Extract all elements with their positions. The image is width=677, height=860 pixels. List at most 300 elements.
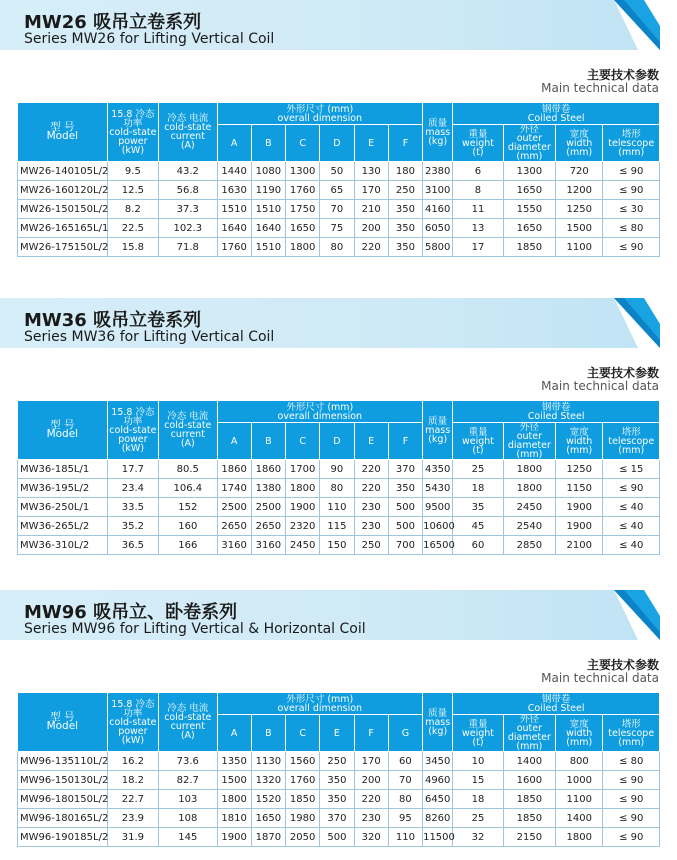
value-cell: 22.7 [107,790,158,809]
value-cell: 8.2 [107,200,158,219]
value-cell: 1850 [503,238,555,257]
model-cell: MW26-160120L/2 [18,181,108,200]
value-cell: 31.9 [107,828,158,847]
corner-stripe-icon [614,0,660,50]
header-dim-col: A [217,423,251,460]
corner-stripe-icon [614,590,660,640]
value-cell: 500 [388,498,422,517]
value-cell: 70 [388,771,422,790]
value-cell: 33.5 [107,498,158,517]
header-current: 冷态 电流 cold-state current (A) [159,693,217,752]
value-cell: 1400 [556,809,603,828]
value-cell: 22.5 [107,219,158,238]
value-cell: ≤ 90 [603,238,660,257]
value-cell: 82.7 [159,771,217,790]
header-current: 冷态 电流 cold-state current (A) [159,401,217,460]
header-dimension: 外形尺寸 (mm) overall dimension [217,401,423,423]
value-cell: 1900 [556,498,603,517]
value-cell: 1750 [286,200,320,219]
value-cell: 1510 [251,238,285,257]
value-cell: 15.8 [107,238,158,257]
spec-label-en: Main technical data [541,379,659,393]
value-cell: 71.8 [159,238,217,257]
value-cell: 220 [354,238,388,257]
value-cell: ≤ 30 [603,200,660,219]
value-cell: 23.4 [107,479,158,498]
value-cell: ≤ 90 [603,790,660,809]
value-cell: ≤ 90 [603,162,660,181]
table-row [18,517,660,536]
value-cell: 4350 [423,460,453,479]
value-cell: 32 [453,828,503,847]
value-cell: 2380 [423,162,453,181]
value-cell: 1650 [503,219,555,238]
value-cell: 75 [320,219,354,238]
value-cell: 1300 [286,162,320,181]
value-cell: 350 [320,771,354,790]
header-model: 型 号 Model [18,103,108,162]
value-cell: 160 [159,517,217,536]
value-cell: 1650 [503,181,555,200]
spec-table [17,102,660,257]
header-dim-col: D [320,423,354,460]
value-cell: 16500 [423,536,453,555]
value-cell: 36.5 [107,536,158,555]
header-weight: 重量 weight (t) [453,423,503,460]
value-cell: 1100 [556,790,603,809]
value-cell: 35 [453,498,503,517]
value-cell: 6450 [423,790,453,809]
value-cell: 80 [320,238,354,257]
value-cell: 23.9 [107,809,158,828]
value-cell: 115 [320,517,354,536]
value-cell: 35.2 [107,517,158,536]
value-cell: 250 [320,752,354,771]
value-cell: 50 [320,162,354,181]
value-cell: ≤ 15 [603,460,660,479]
value-cell: 11500 [423,828,453,847]
value-cell: 60 [453,536,503,555]
header-dim-col: B [251,125,285,162]
value-cell: 1810 [217,809,251,828]
spec-label-cn: 主要技术参数 [586,658,659,672]
value-cell: 1150 [556,479,603,498]
model-cell: MW96-135110L/2 [18,752,108,771]
value-cell: 102.3 [159,219,217,238]
header-dim-col: C [286,125,320,162]
value-cell: 103 [159,790,217,809]
header-dim-col: F [354,715,388,752]
value-cell: 2050 [286,828,320,847]
table-row [18,479,660,498]
value-cell: 6050 [423,219,453,238]
value-cell: 500 [320,828,354,847]
model-cell: MW36-195L/2 [18,479,108,498]
model-cell: MW96-180165L/2 [18,809,108,828]
header-outer-diameter: 外径 outer diameter (mm) [503,125,555,162]
header-model: 型 号 Model [18,401,108,460]
value-cell: 2540 [503,517,555,536]
series-title-cn: MW96 吸吊立、卧卷系列 [24,602,238,623]
value-cell: 4160 [423,200,453,219]
spec-table-body [18,460,660,555]
value-cell: 1400 [503,752,555,771]
value-cell: 1550 [503,200,555,219]
value-cell: 1740 [217,479,251,498]
value-cell: 1700 [286,460,320,479]
value-cell: ≤ 40 [603,498,660,517]
value-cell: 1320 [251,771,285,790]
value-cell: 1800 [217,790,251,809]
model-cell: MW26-165165L/1 [18,219,108,238]
value-cell: 17.7 [107,460,158,479]
value-cell: 17 [453,238,503,257]
value-cell: 1250 [556,460,603,479]
header-dim-col: F [388,423,422,460]
header-power: 15.8 冷态 功率 cold-state power (kW) [107,103,158,162]
value-cell: 1760 [217,238,251,257]
value-cell: ≤ 90 [603,479,660,498]
value-cell: 110 [320,498,354,517]
value-cell: 2650 [251,517,285,536]
value-cell: 9.5 [107,162,158,181]
value-cell: 220 [354,460,388,479]
spec-label-en: Main technical data [541,671,659,685]
series-banner [0,0,660,50]
value-cell: ≤ 40 [603,517,660,536]
value-cell: 370 [320,809,354,828]
header-outer-diameter: 外径 outer diameter (mm) [503,423,555,460]
value-cell: 1850 [286,790,320,809]
value-cell: 1630 [217,181,251,200]
value-cell: ≤ 80 [603,219,660,238]
value-cell: 18 [453,790,503,809]
value-cell: 1900 [286,498,320,517]
value-cell: 1510 [251,200,285,219]
value-cell: 1860 [251,460,285,479]
header-current: 冷态 电流 cold-state current (A) [159,103,217,162]
value-cell: 200 [354,219,388,238]
value-cell: 320 [354,828,388,847]
value-cell: 150 [320,536,354,555]
value-cell: 166 [159,536,217,555]
table-row [18,181,660,200]
value-cell: 370 [388,460,422,479]
value-cell: 1650 [251,809,285,828]
table-row [18,162,660,181]
value-cell: 350 [388,200,422,219]
header-coiled-steel: 钢带卷 Coiled Steel [453,401,660,423]
value-cell: 2450 [503,498,555,517]
model-cell: MW26-150150L/2 [18,200,108,219]
table-row [18,790,660,809]
value-cell: 350 [320,790,354,809]
value-cell: 1800 [503,479,555,498]
value-cell: 1800 [556,828,603,847]
value-cell: 3100 [423,181,453,200]
value-cell: 130 [354,162,388,181]
model-cell: MW36-185L/1 [18,460,108,479]
value-cell: 16.2 [107,752,158,771]
value-cell: 3160 [251,536,285,555]
value-cell: 60 [388,752,422,771]
series-title-cn: MW26 吸吊立卷系列 [24,12,202,33]
value-cell: 1520 [251,790,285,809]
model-cell: MW96-150130L/2 [18,771,108,790]
value-cell: ≤ 90 [603,181,660,200]
header-power: 15.8 冷态 功率 cold-state power (kW) [107,693,158,752]
value-cell: 350 [388,238,422,257]
value-cell: 230 [354,517,388,536]
value-cell: 210 [354,200,388,219]
value-cell: 80.5 [159,460,217,479]
value-cell: 73.6 [159,752,217,771]
value-cell: 1380 [251,479,285,498]
value-cell: 25 [453,809,503,828]
value-cell: 1500 [217,771,251,790]
header-dim-col: B [251,715,285,752]
value-cell: 1250 [556,200,603,219]
model-cell: MW36-250L/1 [18,498,108,517]
value-cell: 2500 [251,498,285,517]
value-cell: ≤ 90 [603,809,660,828]
series-title-en: Series MW96 for Lifting Vertical & Horizontal Coil [24,621,366,637]
header-dim-col: G [388,715,422,752]
series-title-en: Series MW36 for Lifting Vertical Coil [24,329,275,345]
value-cell: 2320 [286,517,320,536]
series-title-cn: MW36 吸吊立卷系列 [24,310,202,331]
model-cell: MW26-175150L/2 [18,238,108,257]
header-dim-col: C [286,715,320,752]
value-cell: 18 [453,479,503,498]
value-cell: ≤ 90 [603,771,660,790]
value-cell: 720 [556,162,603,181]
value-cell: 80 [320,479,354,498]
value-cell: 95 [388,809,422,828]
value-cell: 6 [453,162,503,181]
header-mass: 质量 mass (kg) [423,693,453,752]
value-cell: 65 [320,181,354,200]
value-cell: 1440 [217,162,251,181]
value-cell: 106.4 [159,479,217,498]
model-cell: MW96-180150L/2 [18,790,108,809]
value-cell: 1560 [286,752,320,771]
value-cell: 1300 [503,162,555,181]
header-weight: 重量 weight (t) [453,125,503,162]
header-model: 型 号 Model [18,693,108,752]
header-dim-col: A [217,715,251,752]
model-cell: MW36-265L/2 [18,517,108,536]
value-cell: 500 [388,517,422,536]
table-row [18,238,660,257]
value-cell: 43.2 [159,162,217,181]
value-cell: 80 [388,790,422,809]
value-cell: 230 [354,809,388,828]
value-cell: 2150 [503,828,555,847]
value-cell: 250 [354,536,388,555]
header-coiled-steel: 钢带卷 Coiled Steel [453,103,660,125]
header-outer-diameter: 外径 outer diameter (mm) [503,715,555,752]
header-coiled-steel: 钢带卷 Coiled Steel [453,693,660,715]
value-cell: 145 [159,828,217,847]
value-cell: 1600 [503,771,555,790]
header-dim-col: E [320,715,354,752]
value-cell: 15 [453,771,503,790]
value-cell: 200 [354,771,388,790]
value-cell: 1650 [286,219,320,238]
spec-label-en: Main technical data [541,81,659,95]
value-cell: 1800 [503,460,555,479]
table-row [18,828,660,847]
model-cell: MW36-310L/2 [18,536,108,555]
series-section [0,298,677,551]
value-cell: 350 [388,479,422,498]
value-cell: 11 [453,200,503,219]
value-cell: 700 [388,536,422,555]
value-cell: 3160 [217,536,251,555]
value-cell: ≤ 90 [603,828,660,847]
header-mass: 质量 mass (kg) [423,401,453,460]
value-cell: 3450 [423,752,453,771]
value-cell: 37.3 [159,200,217,219]
header-width: 宽度 width (mm) [556,715,603,752]
value-cell: 25 [453,460,503,479]
header-width: 宽度 width (mm) [556,125,603,162]
value-cell: 2450 [286,536,320,555]
value-cell: 1900 [556,517,603,536]
series-section [0,0,677,253]
value-cell: 108 [159,809,217,828]
value-cell: 1510 [217,200,251,219]
header-dim-col: E [354,423,388,460]
value-cell: 1980 [286,809,320,828]
value-cell: 1800 [286,238,320,257]
spec-table-body [18,162,660,257]
value-cell: 1870 [251,828,285,847]
table-row [18,771,660,790]
value-cell: 1350 [217,752,251,771]
series-banner [0,590,660,640]
model-cell: MW96-190185L/2 [18,828,108,847]
value-cell: 1640 [251,219,285,238]
value-cell: 9500 [423,498,453,517]
value-cell: 5430 [423,479,453,498]
value-cell: 1000 [556,771,603,790]
value-cell: 1900 [217,828,251,847]
table-row [18,200,660,219]
table-row [18,460,660,479]
value-cell: 70 [320,200,354,219]
series-title-en: Series MW26 for Lifting Vertical Coil [24,31,275,47]
header-dim-col: A [217,125,251,162]
value-cell: 45 [453,517,503,536]
header-telescope: 塔形 telescope (mm) [603,423,660,460]
value-cell: ≤ 80 [603,752,660,771]
value-cell: 110 [388,828,422,847]
table-row [18,536,660,555]
header-dimension: 外形尺寸 (mm) overall dimension [217,693,423,715]
table-row [18,219,660,238]
value-cell: 1080 [251,162,285,181]
spec-label-cn: 主要技术参数 [586,68,659,82]
header-width: 宽度 width (mm) [556,423,603,460]
value-cell: 800 [556,752,603,771]
corner-stripe-icon [614,298,660,348]
header-dim-col: B [251,423,285,460]
table-row [18,498,660,517]
value-cell: 1760 [286,771,320,790]
spec-table-body [18,752,660,847]
spec-table [17,692,660,847]
value-cell: 1850 [503,790,555,809]
value-cell: 1760 [286,181,320,200]
value-cell: 1500 [556,219,603,238]
header-dimension: 外形尺寸 (mm) overall dimension [217,103,423,125]
value-cell: 2100 [556,536,603,555]
header-mass: 质量 mass (kg) [423,103,453,162]
value-cell: 8260 [423,809,453,828]
header-dim-col: D [320,125,354,162]
value-cell: 2500 [217,498,251,517]
header-dim-col: F [388,125,422,162]
value-cell: 8 [453,181,503,200]
series-banner [0,298,660,348]
value-cell: 1800 [286,479,320,498]
value-cell: 90 [320,460,354,479]
value-cell: 350 [388,219,422,238]
model-cell: MW26-140105L/2 [18,162,108,181]
header-telescope: 塔形 telescope (mm) [603,125,660,162]
value-cell: 10 [453,752,503,771]
value-cell: 250 [388,181,422,200]
value-cell: ≤ 40 [603,536,660,555]
value-cell: 18.2 [107,771,158,790]
spec-table [17,400,660,555]
value-cell: 1190 [251,181,285,200]
header-dim-col: C [286,423,320,460]
value-cell: 13 [453,219,503,238]
value-cell: 170 [354,752,388,771]
value-cell: 230 [354,498,388,517]
header-dim-col: E [354,125,388,162]
header-telescope: 塔形 telescope (mm) [603,715,660,752]
value-cell: 56.8 [159,181,217,200]
series-section [0,590,677,843]
value-cell: 1640 [217,219,251,238]
value-cell: 2650 [217,517,251,536]
value-cell: 1130 [251,752,285,771]
value-cell: 1850 [503,809,555,828]
value-cell: 170 [354,181,388,200]
value-cell: 220 [354,790,388,809]
table-row [18,752,660,771]
header-power: 15.8 冷态 功率 cold-state power (kW) [107,401,158,460]
value-cell: 152 [159,498,217,517]
spec-label-cn: 主要技术参数 [586,366,659,380]
value-cell: 220 [354,479,388,498]
value-cell: 180 [388,162,422,181]
value-cell: 1200 [556,181,603,200]
table-row [18,809,660,828]
value-cell: 1860 [217,460,251,479]
value-cell: 1100 [556,238,603,257]
header-weight: 重量 weight (t) [453,715,503,752]
value-cell: 4960 [423,771,453,790]
value-cell: 12.5 [107,181,158,200]
value-cell: 5800 [423,238,453,257]
value-cell: 2850 [503,536,555,555]
value-cell: 10600 [423,517,453,536]
